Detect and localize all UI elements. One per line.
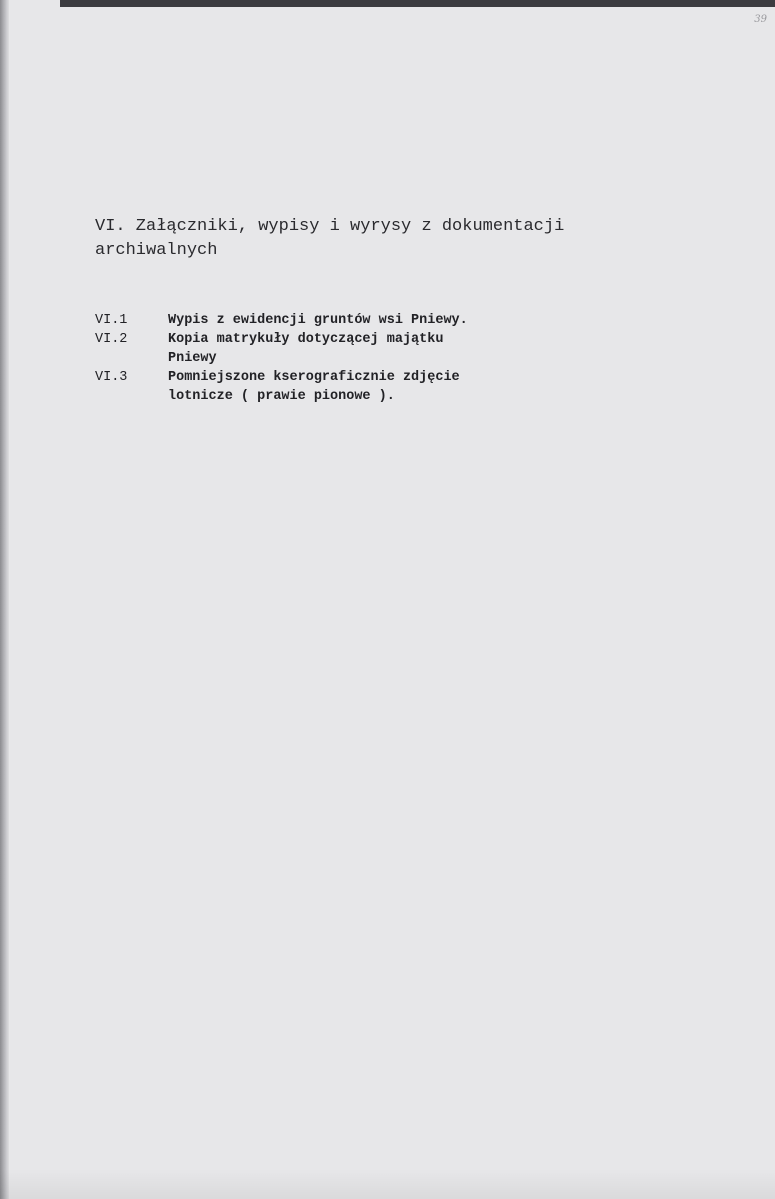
item-number: VI.1 bbox=[95, 313, 128, 328]
list-item bbox=[95, 311, 695, 330]
item-text: Pomniejszone kserograficznie zdjęcie lotnicze ( prawie pionowe ). bbox=[168, 370, 460, 404]
page-number: 39 bbox=[754, 14, 767, 25]
item-text: Kopia matrykuły dotyczącej majątku Pniewy bbox=[168, 332, 444, 366]
list-item bbox=[95, 330, 695, 368]
scan-top-edge bbox=[60, 0, 775, 7]
attachments-list bbox=[95, 311, 695, 406]
item-number: VI.3 bbox=[95, 370, 128, 385]
section-heading bbox=[95, 215, 695, 263]
item-text: Wypis z ewidencji gruntów wsi Pniewy. bbox=[168, 313, 468, 328]
section-heading-line-1: VI. Załączniki, wypisy i wyrysy z dokumentacji bbox=[95, 217, 565, 236]
list-item bbox=[95, 368, 695, 406]
item-number: VI.2 bbox=[95, 332, 128, 347]
section-heading-line-2: archiwalnych bbox=[95, 241, 218, 260]
scan-bottom-shade bbox=[0, 1169, 775, 1199]
scan-left-edge bbox=[0, 0, 9, 1199]
